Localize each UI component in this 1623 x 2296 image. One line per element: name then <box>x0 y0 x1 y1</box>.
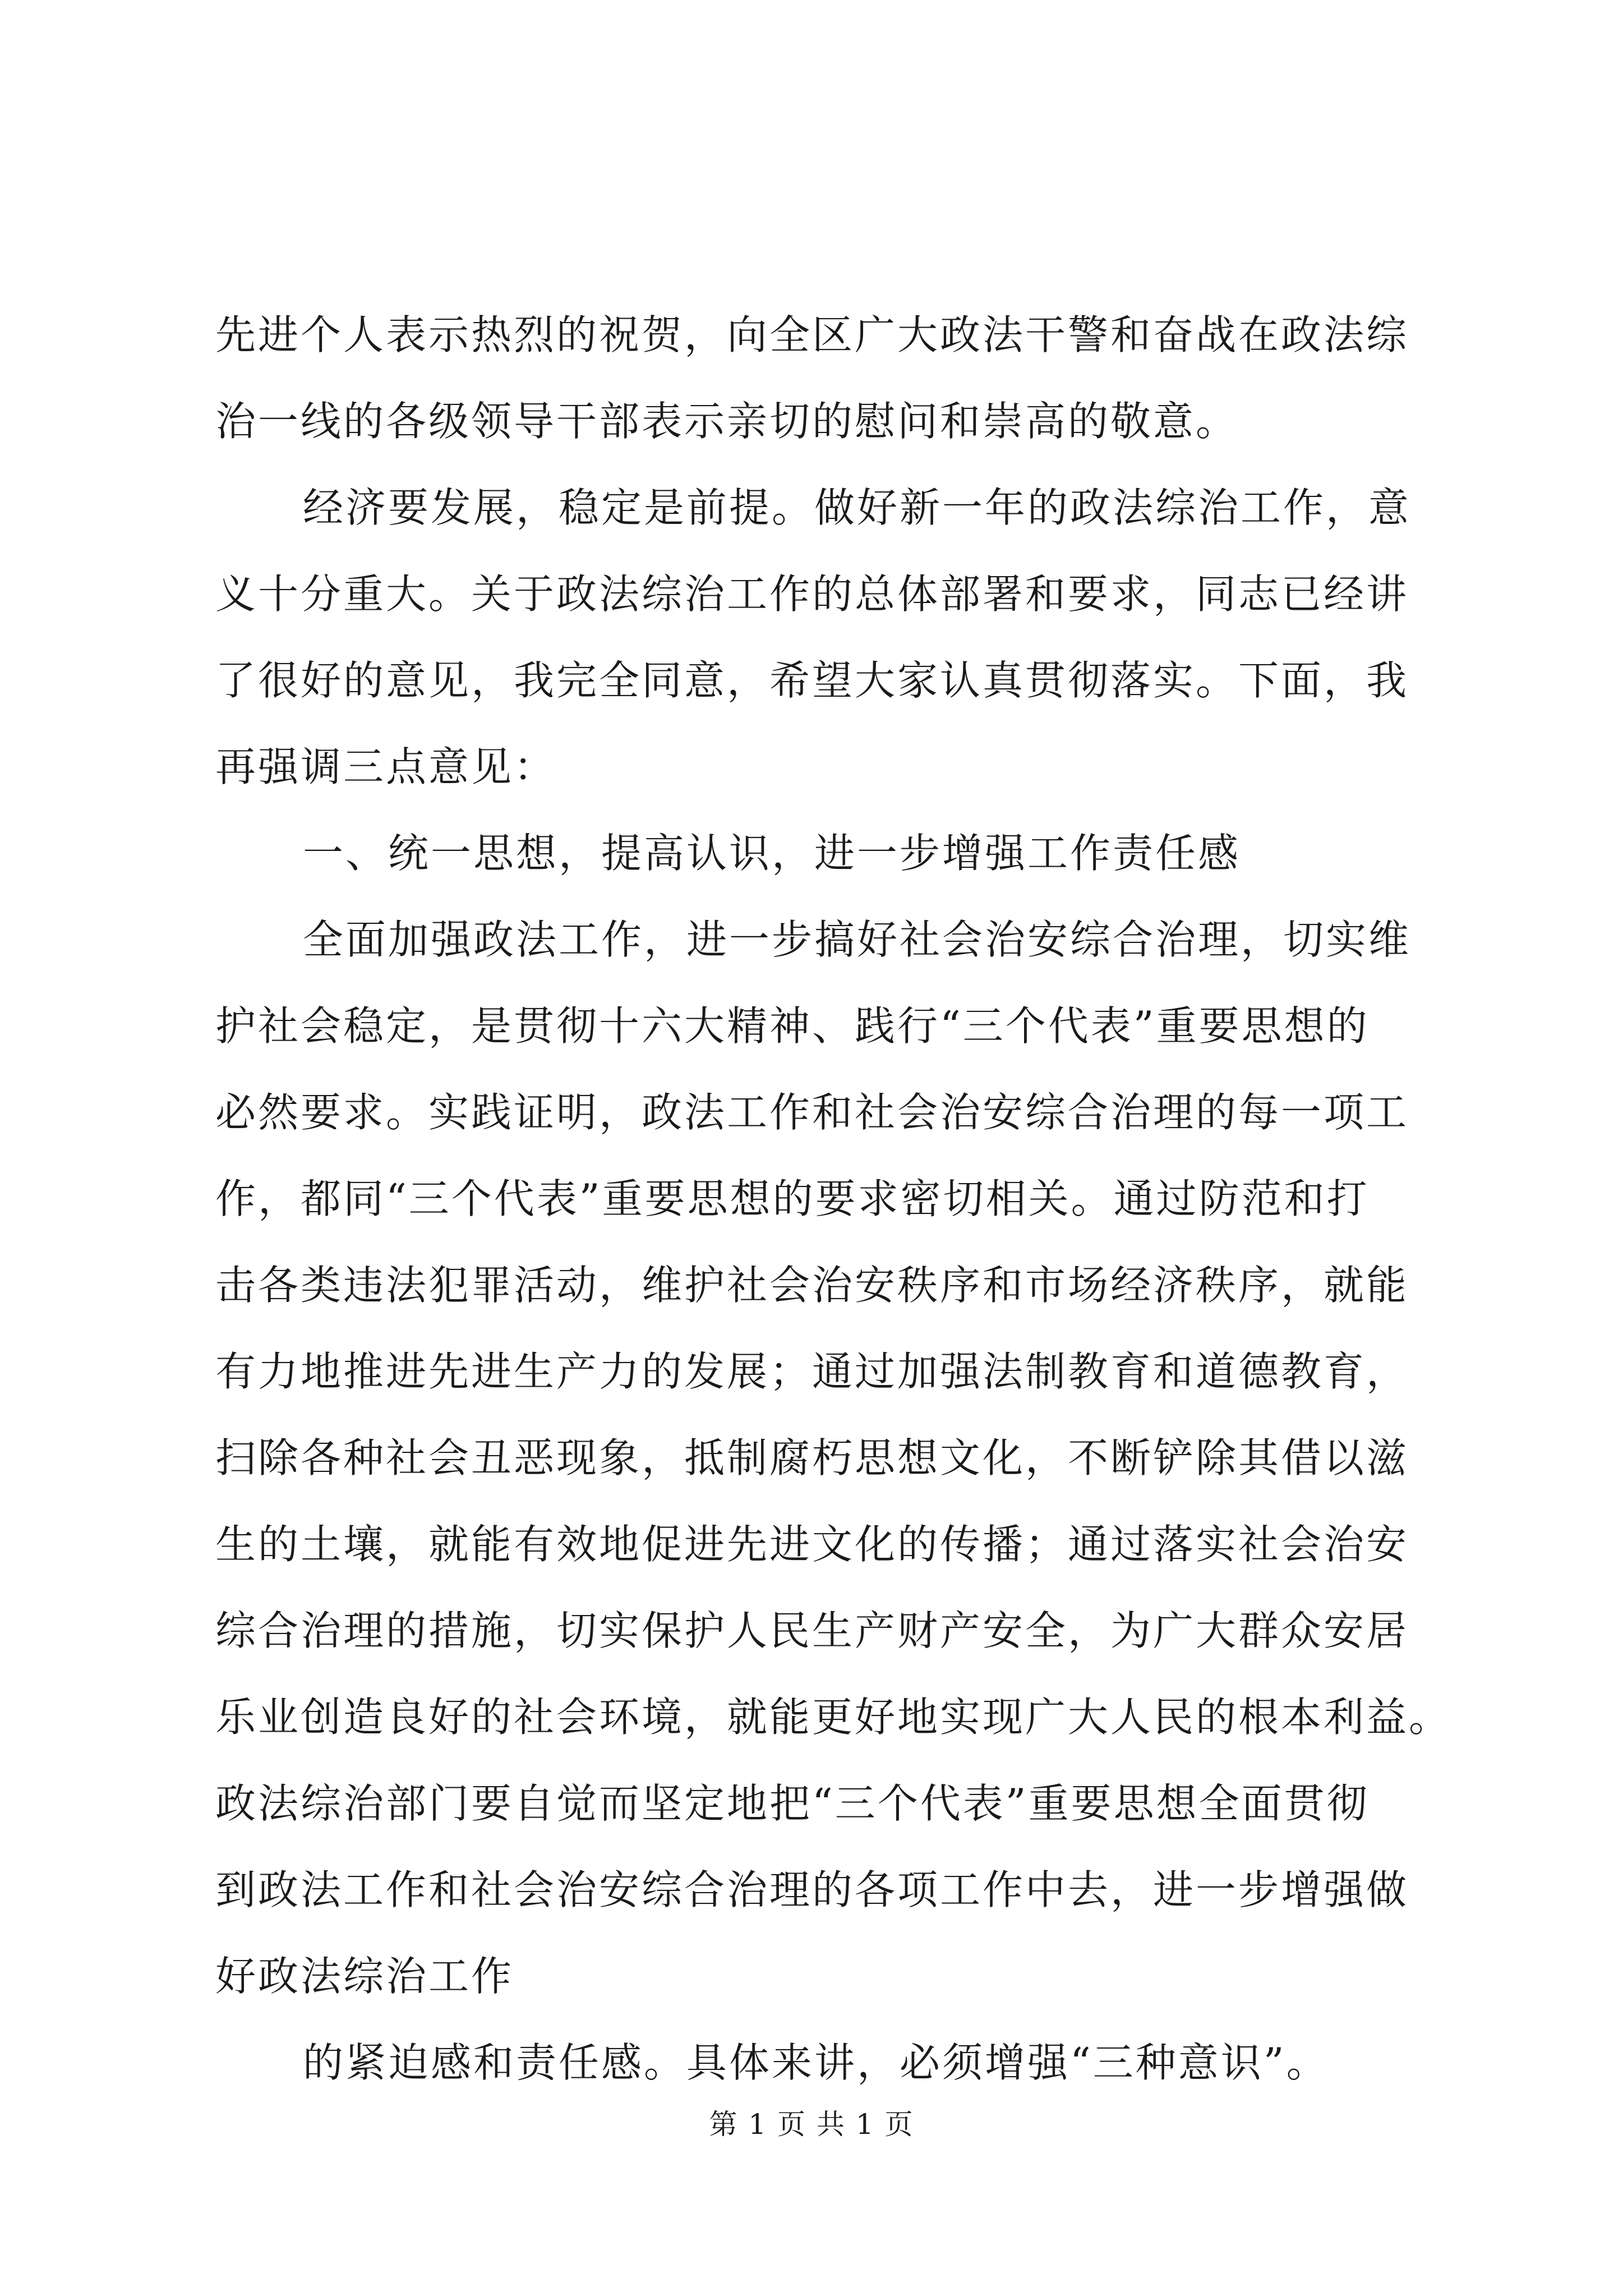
text-line: 作，都同“三个代表”重要思想的要求密切相关。通过防范和打 <box>215 1175 1370 1222</box>
text-line: 全面加强政法工作，进一步搞好社会治安综合治理，切实维 <box>303 916 1412 963</box>
text-line: 治一线的各级领导干部表示亲切的慰问和崇高的敬意。 <box>215 398 1239 445</box>
text-line: 击各类违法犯罪活动，维护社会治安秩序和市场经济秩序，就能 <box>215 1262 1409 1309</box>
text-line: 必然要求。实践证明，政法工作和社会治安综合治理的每一项工 <box>215 1089 1409 1136</box>
document-body <box>215 292 1452 2106</box>
text-line: 经济要发展，稳定是前提。做好新一年的政法综治工作，意 <box>303 484 1412 531</box>
text-line: 再强调三点意见： <box>215 743 557 790</box>
text-line: 的紧迫感和责任感。具体来讲，必须增强“三种意识”。 <box>303 2039 1329 2086</box>
text-line: 一、统一思想，提高认识，进一步增强工作责任感 <box>303 830 1241 877</box>
text-line: 了很好的意见，我完全同意，希望大家认真贯彻落实。下面，我 <box>215 657 1409 704</box>
text-line: 到政法工作和社会治安综合治理的各项工作中去，进一步增强做 <box>215 1866 1409 1913</box>
text-line: 综合治理的措施，切实保护人民生产财产安全，为广大群众安居 <box>215 1607 1409 1654</box>
text-line: 扫除各种社会丑恶现象，抵制腐朽思想文化，不断铲除其借以滋 <box>215 1434 1409 1481</box>
text-line: 先进个人表示热烈的祝贺，向全区广大政法干警和奋战在政法综 <box>215 311 1409 358</box>
text-line: 生的土壤，就能有效地促进先进文化的传播；通过落实社会治安 <box>215 1521 1409 1568</box>
text-line: 有力地推进先进生产力的发展；通过加强法制教育和道德教育， <box>215 1348 1409 1395</box>
page-footer: 第 1 页 共 1 页 <box>709 2108 914 2141</box>
text-line: 政法综治部门要自觉而坚定地把“三个代表”重要思想全面贯彻 <box>215 1780 1370 1827</box>
text-line: 乐业创造良好的社会环境，就能更好地实现广大人民的根本利益。 <box>215 1694 1452 1741</box>
text-line: 义十分重大。关于政法综治工作的总体部署和要求，同志已经讲 <box>215 570 1409 618</box>
text-line: 护社会稳定，是贯彻十六大精神、践行“三个代表”重要思想的 <box>215 1002 1370 1050</box>
text-line: 好政法综治工作 <box>215 1953 514 2000</box>
